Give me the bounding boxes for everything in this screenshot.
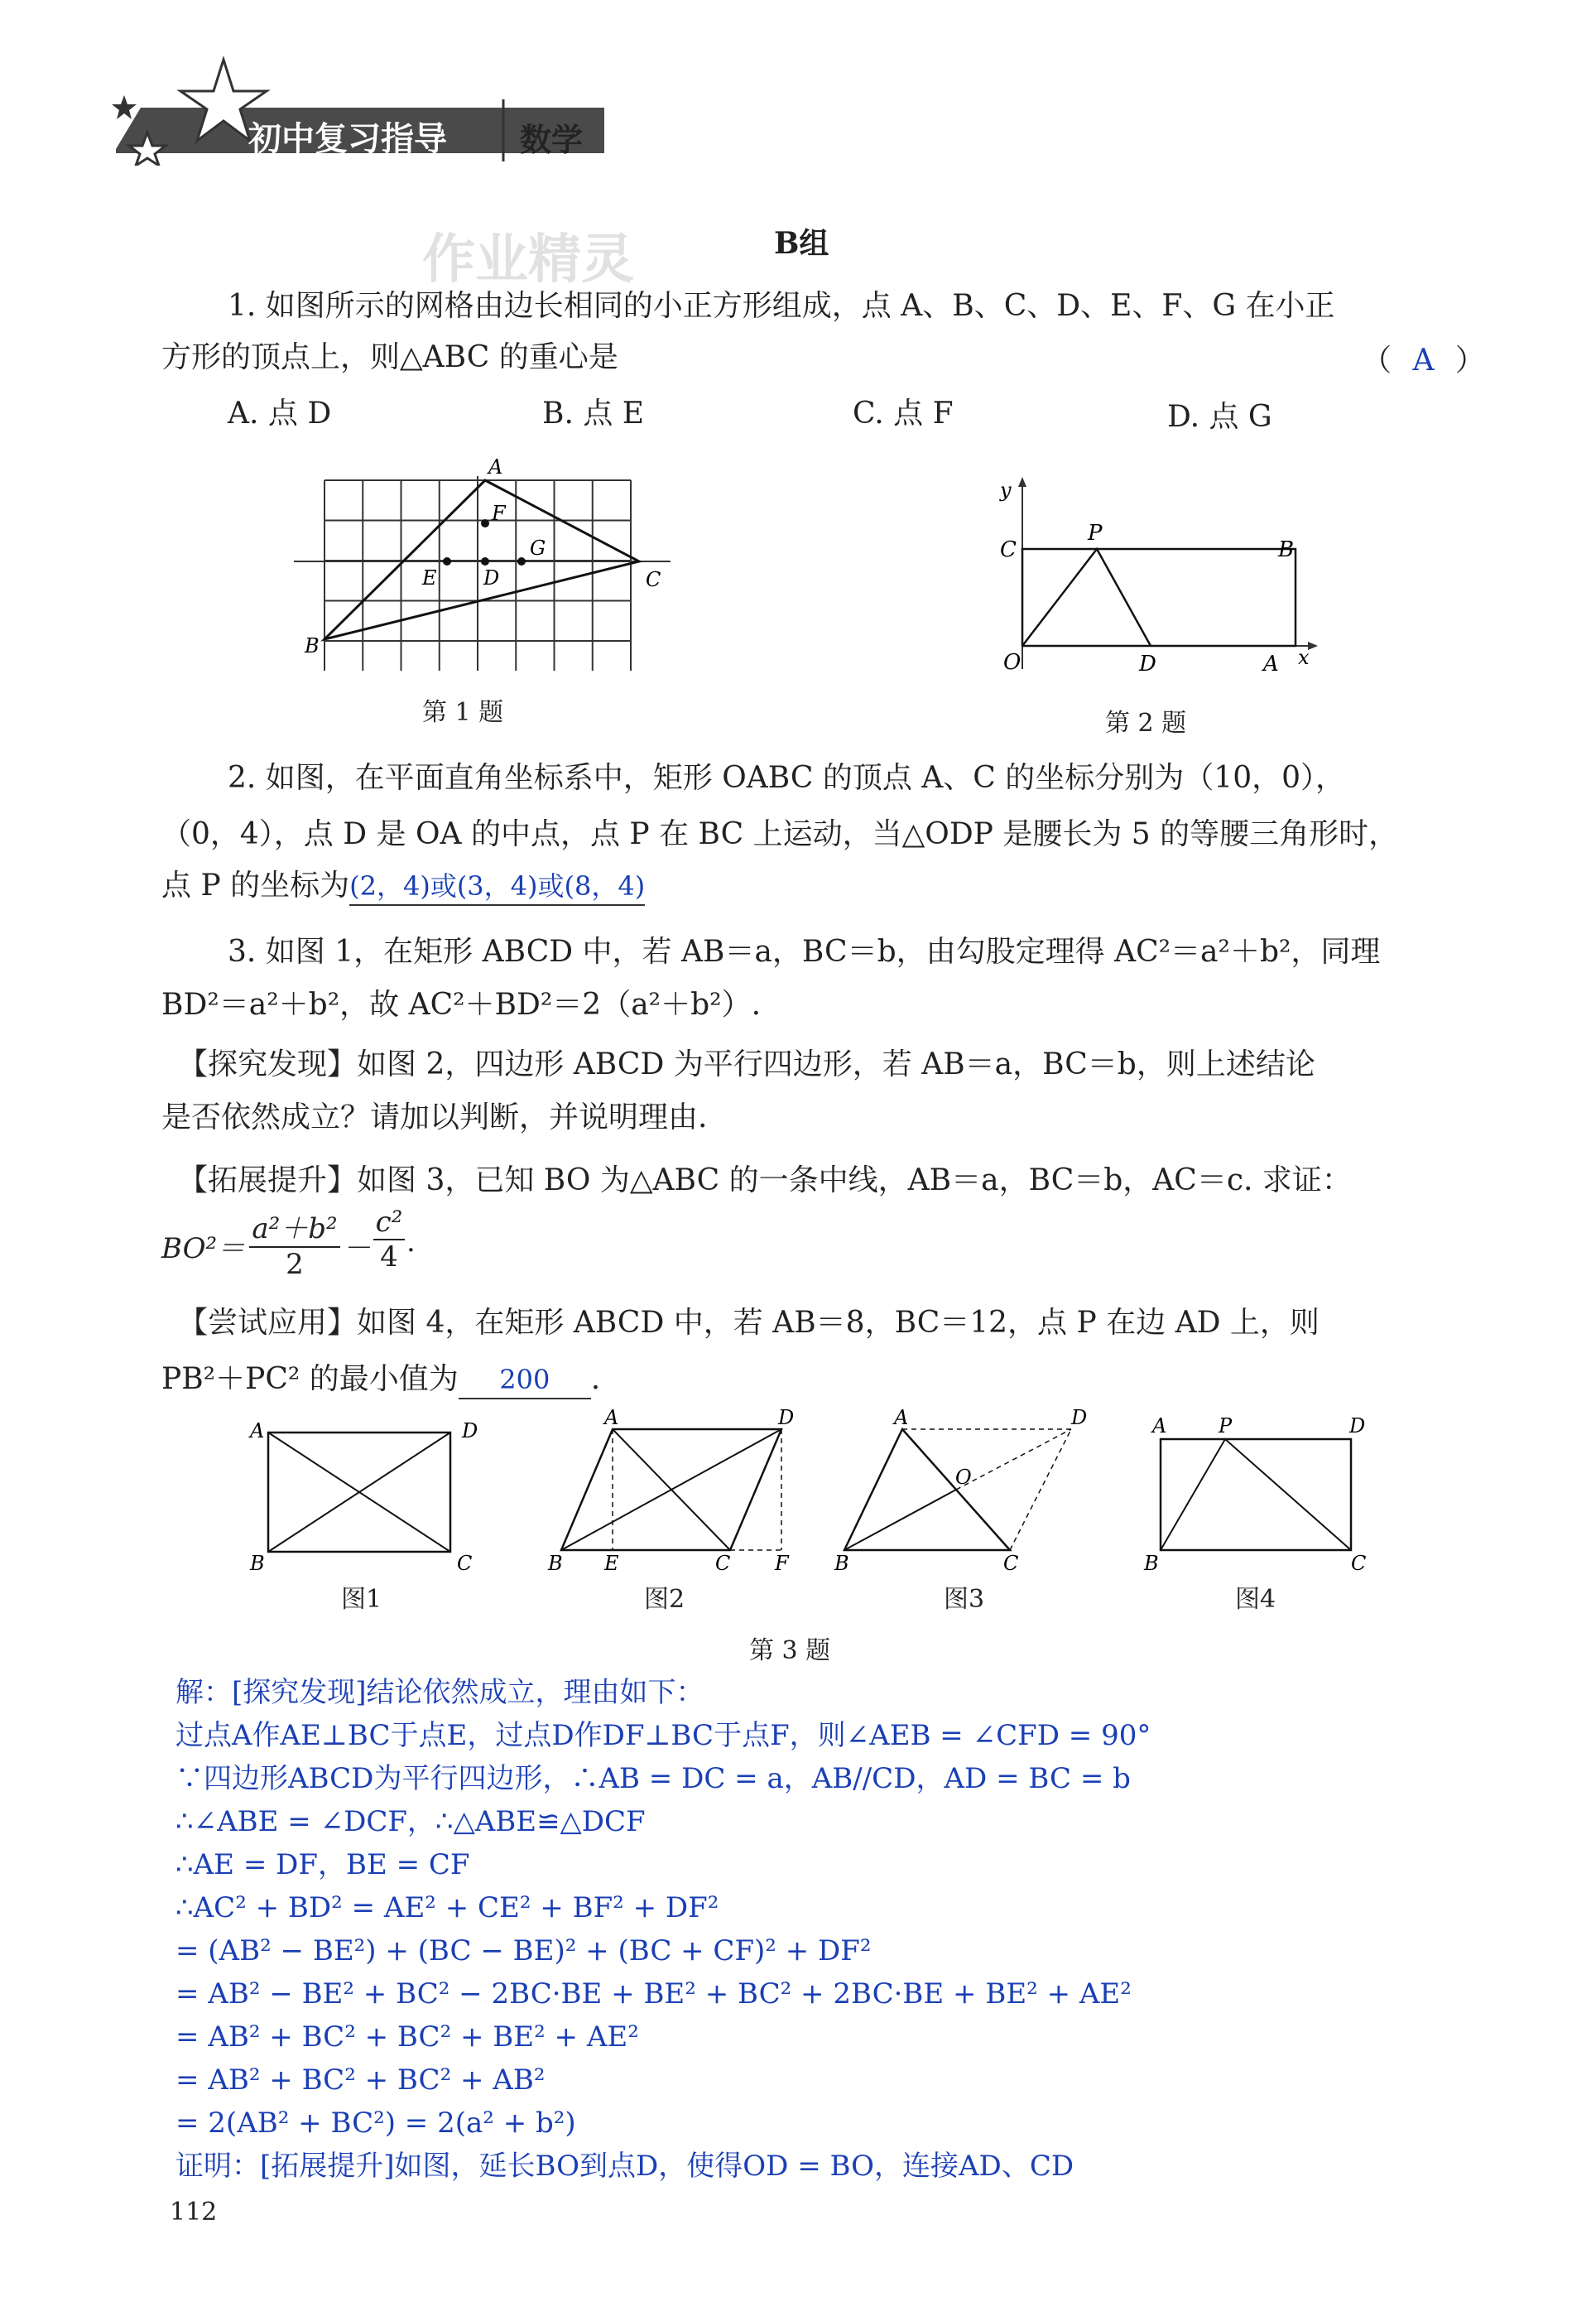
q1-option-c: C. 点 F: [853, 397, 954, 431]
q3-apply-line1: 【尝试应用】如图 4，在矩形 ABCD 中，若 AB＝8，BC＝12，点 P 在边 AD 上，则: [178, 1306, 1320, 1340]
watermark: 作业精灵: [422, 229, 634, 291]
fraction-1-numerator: a²＋b²: [249, 1206, 340, 1248]
label-c: C: [1000, 537, 1017, 562]
fig3-label-d: D: [1071, 1408, 1088, 1429]
point-e: [443, 557, 451, 566]
bracket-open: （: [1362, 344, 1392, 378]
fig1-caption: 图1: [341, 1585, 382, 1614]
fig4-label-c: C: [1351, 1552, 1367, 1573]
q3-explore-line2: 是否依然成立？请加以判断，并说明理由.: [161, 1100, 708, 1134]
fraction-1: [249, 1206, 340, 1281]
label-d: D: [1139, 652, 1156, 677]
x-arrow-icon: [1308, 642, 1318, 650]
label-a: A: [1263, 652, 1279, 677]
point-d: [481, 557, 489, 566]
header-subject: 数学: [520, 122, 584, 158]
label-p: P: [1088, 521, 1103, 546]
label-c: C: [646, 568, 661, 591]
q2-line1: 2. 如图，在平面直角坐标系中，矩形 OABC 的顶点 A、C 的坐标分别为（10，0），: [228, 761, 1346, 795]
q3-apply-line2: [161, 1361, 600, 1399]
q3-explore-line1: 【探究发现】如图 2，四边形 ABCD 为平行四边形，若 AB＝a，BC＝b，则上述结论: [178, 1047, 1315, 1081]
fig4-label-a: A: [1152, 1414, 1167, 1437]
fraction-2-numerator: c²: [373, 1206, 405, 1240]
solution-line: ∴AC² + BD² = AE² + CE² + BF² + DF²: [175, 1891, 719, 1924]
solution-block: [175, 1671, 1151, 2188]
q1-figure: [281, 447, 679, 671]
fig2-parallelogram: [547, 1408, 794, 1573]
q3-apply-answer: 200: [459, 1361, 591, 1399]
tiny-star-icon: [112, 95, 137, 119]
point-g: [517, 557, 526, 566]
label-f: F: [492, 502, 506, 525]
solution-line: = (AB² − BE²) + (BC − BE)² + (BC + CF)² + DF²: [175, 1934, 872, 1967]
fraction-1-denominator: 2: [286, 1248, 304, 1281]
fig3-label-o: O: [955, 1466, 972, 1489]
solution-line: ∴∠ABE = ∠DCF，∴△ABE≌△DCF: [175, 1805, 646, 1838]
fig1-label-c: C: [457, 1552, 473, 1573]
solution-line: 解：[探究发现]结论依然成立，理由如下：: [175, 1676, 704, 1709]
solution-line: = AB² − BE² + BC² − 2BC·BE + BE² + BC² + 2BC·BE + BE² + AE²: [175, 1977, 1132, 2010]
q3-apply-suffix: .: [590, 1362, 601, 1396]
fig3-caption: 图3: [944, 1585, 985, 1614]
fig2-label-c: C: [715, 1552, 731, 1573]
fig4-label-d: D: [1349, 1414, 1366, 1437]
solution-line: 证明：[拓展提升]如图，延长BO到点D，使得OD = BO，连接AD、CD: [175, 2150, 1074, 2183]
q1-answer-bracket: [1362, 343, 1485, 379]
fig3-label-a: A: [894, 1408, 909, 1429]
q1-option-d: D. 点 G: [1167, 400, 1272, 434]
fig1-label-b: B: [250, 1552, 265, 1573]
fig2-label-b: B: [548, 1552, 563, 1573]
fig4-caption: 图4: [1235, 1585, 1276, 1614]
fig4-label-p: P: [1219, 1414, 1233, 1437]
fraction-2: [373, 1206, 405, 1274]
q1-line2: 方形的顶点上，则△ABC 的重心是: [161, 340, 618, 374]
fig3-label-c: C: [1003, 1552, 1019, 1573]
rectangle-oabc: [1022, 549, 1296, 646]
fig3-label-b: B: [834, 1552, 849, 1573]
fig2-caption: 图2: [644, 1585, 685, 1614]
header-title: 初中复习指导: [248, 120, 447, 158]
q1-line1: 1. 如图所示的网格由边长相同的小正方形组成，点 A、B、C、D、E、F、G 在小正: [228, 289, 1335, 323]
label-g: G: [530, 537, 546, 560]
formula-end: .: [406, 1226, 416, 1259]
label-o: O: [1003, 650, 1022, 675]
formula-lhs: BO²＝: [161, 1232, 246, 1265]
q1-figure-caption: 第 1 题: [422, 698, 504, 727]
label-e: E: [422, 566, 437, 590]
q3-line1: 3. 如图 1，在矩形 ABCD 中，若 AB＝a，BC＝b，由勾股定理得 AC²＝a²＋b²，同理: [228, 935, 1381, 969]
label-b: B: [305, 634, 320, 657]
fig4-label-b: B: [1144, 1552, 1159, 1573]
q3-extend-line1: 【拓展提升】如图 3，已知 BO 为△ABC 的一条中线，AB＝a，BC＝b，AC＝c. 求证：: [178, 1163, 1352, 1197]
point-f: [481, 519, 489, 527]
q1-answer: A: [1412, 344, 1435, 378]
fig4-rectangle: [1143, 1414, 1366, 1573]
fig1-label-a: A: [250, 1419, 265, 1442]
q2-line2: （0，4），点 D 是 OA 的中点，点 P 在 BC 上运动，当△ODP 是腰长为 5 的等腰三角形时，: [161, 817, 1399, 851]
bracket-close: ）: [1454, 344, 1485, 378]
q2-line3: [161, 868, 645, 906]
solution-line: = AB² + BC² + BC² + BE² + AE²: [175, 2020, 639, 2054]
label-y: y: [1000, 479, 1012, 502]
page-header: [108, 50, 637, 166]
label-b: B: [1278, 537, 1295, 562]
q3-line2: BD²＝a²＋b²，故 AC²＋BD²＝2（a²＋b²）.: [161, 988, 762, 1022]
triangle-odp: [1022, 549, 1151, 646]
fig2-label-a: A: [604, 1408, 619, 1429]
q2-answer: (2，4)或(3，4)或(8，4): [349, 868, 645, 906]
solution-line: = 2(AB² + BC²) = 2(a² + b²): [175, 2107, 576, 2140]
q2-line3-prefix: 点 P 的坐标为: [161, 869, 350, 903]
section-title: B组: [774, 226, 829, 261]
fig3-triangle: [834, 1408, 1087, 1573]
q2-figure-caption: 第 2 题: [1105, 709, 1187, 738]
formula-minus: －: [345, 1232, 373, 1265]
y-arrow-icon: [1018, 477, 1026, 487]
q1-option-a: A. 点 D: [228, 397, 332, 431]
solution-line: ∵四边形ABCD为平行四边形，∴AB = DC = a，AB//CD，AD = BC = b: [175, 1762, 1131, 1795]
solution-line: = AB² + BC² + BC² + AB²: [175, 2063, 546, 2097]
solution-line: ∴AE = DF，BE = CF: [175, 1848, 470, 1881]
fig1-label-d: D: [462, 1419, 478, 1442]
label-a: A: [488, 455, 503, 479]
solution-line: 过点A作AE⊥BC于点E，过点D作DF⊥BC于点F，则∠AEB = ∠CFD = 90°: [175, 1719, 1151, 1752]
q1-option-b: B. 点 E: [542, 397, 645, 431]
label-d: D: [483, 566, 500, 590]
fig2-label-e: E: [604, 1552, 619, 1573]
fig2-label-d: D: [778, 1408, 795, 1429]
fig2-label-f: F: [775, 1552, 789, 1573]
q2-figure: [985, 472, 1333, 679]
q3-group-caption: 第 3 题: [749, 1636, 831, 1665]
page-number: 112: [170, 2198, 218, 2227]
fig1-rectangle: [248, 1419, 478, 1573]
fraction-2-denominator: 4: [380, 1240, 398, 1274]
label-x: x: [1298, 646, 1310, 669]
q3-figures: [240, 1408, 1391, 1573]
q3-apply-prefix: PB²＋PC² 的最小值为: [161, 1362, 459, 1396]
